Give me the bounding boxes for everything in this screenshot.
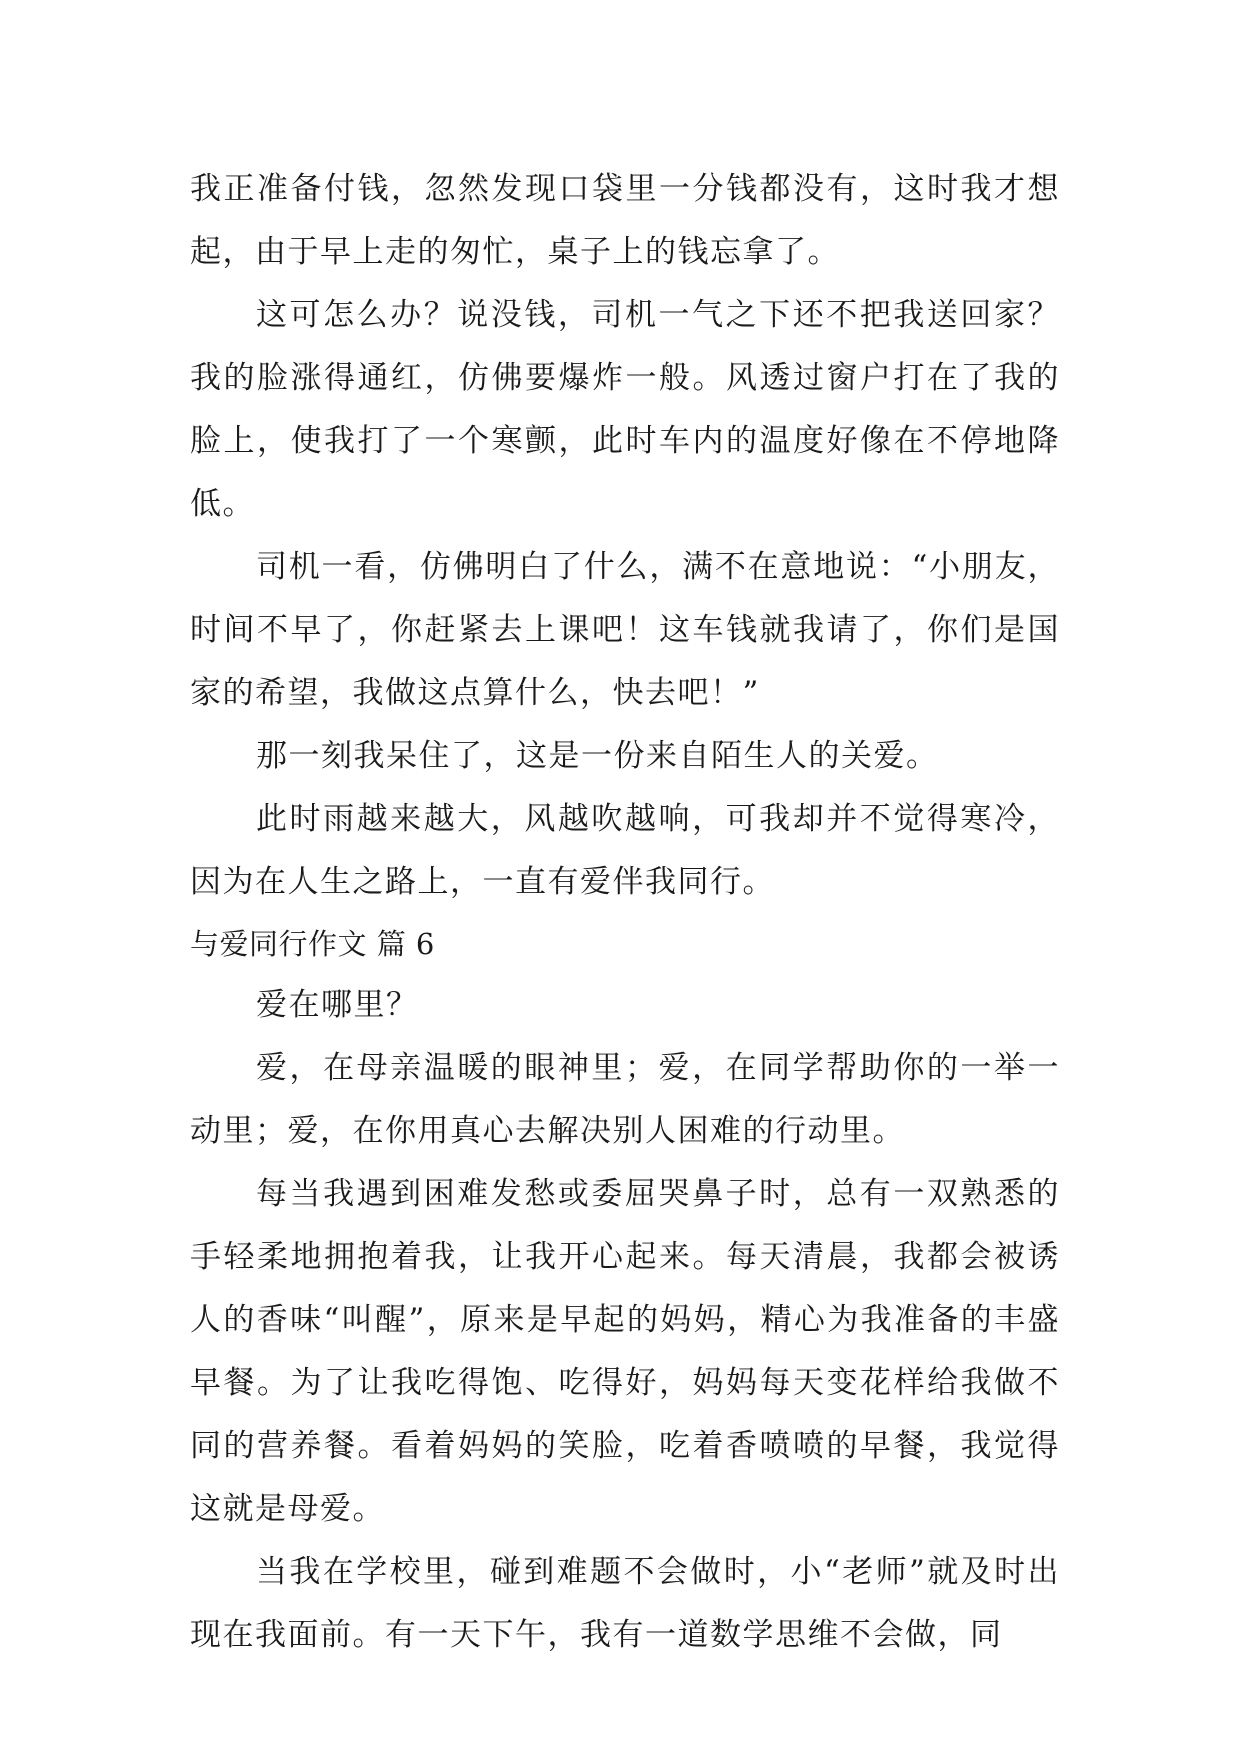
paragraph: 这可怎么办？说没钱，司机一气之下还不把我送回家？我的脸涨得通红，仿佛要爆炸一般。风透过窗户打在了我的脸上，使我打了一个寒颤，此时车内的温度好像在不停地降低。 <box>190 297 1060 522</box>
paragraph: 我正准备付钱，忽然发现口袋里一分钱都没有，这时我才想起，由于早上走的匆忙，桌子上的钱忘拿了。 <box>190 171 1060 270</box>
paragraph: 当我在学校里，碰到难题不会做时，小“老师”就及时出现在我面前。有一天下午，我有一道数学思维不会做，同 <box>190 1554 1060 1653</box>
paragraph: 爱，在母亲温暖的眼神里；爱，在同学帮助你的一举一动里；爱，在你用真心去解决别人困难的行动里。 <box>190 1050 1060 1149</box>
paragraph: 每当我遇到困难发愁或委屈哭鼻子时，总有一双熟悉的手轻柔地拥抱着我，让我开心起来。每天清晨，我都会被诱人的香味“叫醒”，原来是早起的妈妈，精心为我准备的丰盛早餐。为了让我吃得饱、吃得好，妈妈每天变花样给我做不同的营养餐。看着妈妈的笑脸，吃着香喷喷的早餐，我觉得这就是母爱。 <box>190 1176 1060 1527</box>
paragraph: 爱在哪里？ <box>256 987 419 1023</box>
paragraph: 此时雨越来越大，风越吹越响，可我却并不觉得寒冷，因为在人生之路上，一直有爱伴我同行。 <box>190 801 1060 900</box>
document-body <box>190 158 1060 1667</box>
section-heading: 与爱同行作文 篇 6 <box>190 927 435 961</box>
paragraph: 司机一看，仿佛明白了什么，满不在意地说：“小朋友，时间不早了，你赶紧去上课吧！这车钱就我请了，你们是国家的希望，我做这点算什么，快去吧！” <box>190 549 1060 711</box>
paragraph: 那一刻我呆住了，这是一份来自陌生人的关爱。 <box>256 738 939 774</box>
